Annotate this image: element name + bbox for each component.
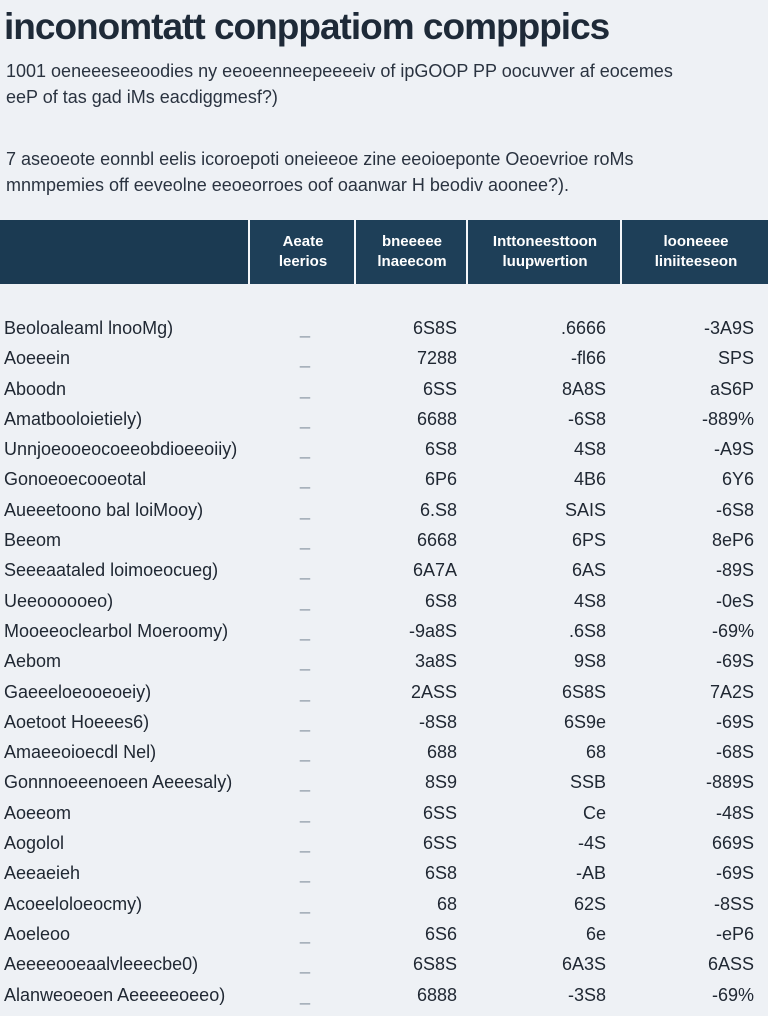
table-row — [0, 647, 768, 677]
header-cell-4 — [620, 220, 768, 284]
row-value-2: 62S — [573, 893, 606, 914]
table-row — [0, 950, 768, 980]
row-value-1: 6888 — [416, 984, 457, 1005]
row-value-2: -6S8 — [567, 408, 606, 429]
table-row — [0, 617, 768, 647]
intro-paragraph — [6, 146, 762, 198]
row-value-1: 3a8S — [414, 651, 457, 672]
row-dash: _ — [300, 711, 311, 732]
row-value-2: SAIS — [564, 499, 606, 520]
row-name: Beoloaleaml lnooMg) — [4, 318, 174, 338]
subtitle-line: 1001 oeneeeseeoodies ny eeoeenneepeeeeiv of ipGOOP PP oocuvver af eocemes — [6, 61, 673, 81]
header-cell-2-line2: lnaeecom — [377, 253, 447, 270]
row-dash: _ — [300, 530, 311, 551]
row-name: Alanweoeoen Aeeeeeoeeo) — [4, 984, 226, 1005]
row-name: Aoetoot Hoeees6) — [4, 711, 150, 732]
row-name: Amatbooloietiely) — [4, 408, 143, 429]
row-dash: _ — [300, 469, 311, 490]
row-name: Amaeeoioecdl Nel) — [4, 742, 157, 763]
table-row — [0, 738, 768, 768]
row-value-1: 6S8 — [424, 590, 457, 611]
row-value-1: 6SS — [422, 802, 457, 823]
row-value-3: -0eS — [715, 590, 754, 611]
row-name: Aoeleoo — [4, 923, 71, 944]
row-value-2: -4S — [577, 833, 606, 854]
table-row — [0, 435, 768, 465]
row-value-1: 6S8S — [412, 954, 457, 975]
row-dash: _ — [300, 681, 311, 702]
row-dash: _ — [300, 560, 311, 581]
row-value-2: 6PS — [571, 530, 606, 551]
row-dash: _ — [300, 318, 311, 338]
row-value-3: -eP6 — [715, 923, 754, 944]
row-dash: _ — [300, 378, 311, 399]
row-value-2: Ce — [582, 802, 606, 823]
row-value-1: 6SS — [422, 378, 457, 399]
header-cell-1-line1: Aeate — [282, 233, 324, 250]
row-value-3: 6Y6 — [721, 469, 754, 490]
row-dash: _ — [300, 923, 311, 944]
header-cell-4-line2: liniiteeseon — [654, 253, 738, 270]
row-name: Unnjoeooeocoeeobdioeeoiiy) — [4, 439, 238, 460]
row-value-1: 6.S8 — [419, 499, 457, 520]
table-row — [0, 496, 768, 526]
row-value-3: -6S8 — [715, 499, 754, 520]
row-value-2: 4S8 — [573, 439, 606, 460]
table-body — [0, 314, 768, 1011]
row-value-1: 6S6 — [424, 923, 457, 944]
row-value-3: 6ASS — [707, 954, 754, 975]
row-value-2: .6666 — [560, 318, 606, 338]
row-value-3: 7A2S — [709, 681, 754, 702]
row-value-3: -3A9S — [703, 318, 754, 338]
row-name: Ueeoooooeo) — [4, 590, 114, 611]
row-name: Aoeeein — [4, 348, 71, 369]
row-value-2: 6A3S — [561, 954, 606, 975]
table-row — [0, 708, 768, 738]
row-value-1: -9a8S — [408, 620, 457, 641]
row-dash: _ — [300, 408, 311, 429]
row-dash: _ — [300, 833, 311, 854]
intro-line: 7 aseoeote eonnbl eelis icoroepoti oneieeoe zine eeoioeponte Oeoevrioe roMs — [6, 149, 634, 169]
row-value-3: -69S — [715, 711, 754, 732]
table-row — [0, 314, 768, 344]
row-dash: _ — [300, 651, 311, 672]
table-row — [0, 678, 768, 708]
header-cell-1 — [248, 220, 356, 284]
row-value-3: -69% — [711, 620, 754, 641]
row-dash: _ — [300, 984, 311, 1005]
row-value-2: SSB — [569, 772, 606, 793]
row-name: Aeeeeooeaalvleeecbe0) — [4, 954, 199, 975]
header-cell-4-line1: looneeee — [663, 233, 729, 250]
row-value-2: 68 — [585, 742, 606, 763]
table-row — [0, 859, 768, 889]
row-name: Acoeeloloeocmy) — [4, 893, 143, 914]
row-value-3: -89S — [715, 560, 754, 581]
table-row — [0, 768, 768, 798]
table-header — [0, 220, 768, 284]
table-row — [0, 799, 768, 829]
table-row — [0, 526, 768, 556]
row-value-3: 669S — [711, 833, 754, 854]
row-value-3: 8eP6 — [711, 530, 754, 551]
row-value-2: 6e — [585, 923, 606, 944]
table-row — [0, 829, 768, 859]
row-name: Beeom — [4, 530, 62, 551]
row-name: Aogolol — [4, 833, 65, 854]
row-value-3: aS6P — [709, 378, 754, 399]
row-value-1: 6S8S — [412, 318, 457, 338]
row-value-2: .6S8 — [568, 620, 606, 641]
row-value-2: 9S8 — [573, 651, 606, 672]
row-value-1: 6P6 — [424, 469, 457, 490]
header-cell-3-line2: luupwertion — [502, 253, 588, 270]
row-dash: _ — [300, 499, 311, 520]
row-value-1: 6S8 — [424, 863, 457, 884]
table-row — [0, 587, 768, 617]
row-dash: _ — [300, 742, 311, 763]
header-cell-1-line2: leerios — [278, 253, 328, 270]
row-value-2: -fl66 — [570, 348, 606, 369]
row-name: Aboodn — [4, 378, 67, 399]
table-row — [0, 375, 768, 405]
row-value-2: 6S9e — [563, 711, 606, 732]
row-name: Aebom — [4, 651, 62, 672]
row-dash: _ — [300, 863, 311, 884]
row-value-3: -889S — [705, 772, 754, 793]
row-dash: _ — [300, 590, 311, 611]
row-value-3: -69S — [715, 863, 754, 884]
row-dash: _ — [300, 954, 311, 975]
row-value-2: 6AS — [571, 560, 606, 581]
row-name: Gonnnoeeenoeen Aeeesaly) — [4, 772, 233, 793]
row-value-1: 6SS — [422, 833, 457, 854]
row-value-1: 6668 — [416, 530, 457, 551]
header-cell-name — [0, 220, 248, 284]
row-value-2: 8A8S — [561, 378, 606, 399]
row-value-2: 6S8S — [561, 681, 606, 702]
row-dash: _ — [300, 620, 311, 641]
row-dash: _ — [300, 439, 311, 460]
row-dash: _ — [300, 802, 311, 823]
row-dash: _ — [300, 348, 311, 369]
header-cell-3 — [466, 220, 622, 284]
row-name: Aeeaeieh — [4, 863, 81, 884]
table-row — [0, 981, 768, 1011]
row-name: Gaeeeloeooeoeiy) — [4, 681, 152, 702]
row-dash: _ — [300, 772, 311, 793]
row-value-2: -AB — [575, 863, 606, 884]
row-value-3: -69% — [711, 984, 754, 1005]
table-row — [0, 920, 768, 950]
row-value-1: 2ASS — [410, 681, 457, 702]
row-value-2: 4B6 — [573, 469, 606, 490]
row-name: Seeeaataled loimoeocueg) — [4, 560, 219, 581]
row-value-1: 8S9 — [424, 772, 457, 793]
subtitle-line: eeP of tas gad iMs eacdiggmesf?) — [6, 87, 278, 107]
row-value-1: 6A7A — [412, 560, 457, 581]
row-name: Gonoeoecooeotal — [4, 469, 147, 490]
row-value-1: 68 — [436, 893, 457, 914]
page-title: inconomtatt conppatiom compppics — [4, 6, 610, 47]
row-name: Aoeeom — [4, 802, 72, 823]
row-value-2: -3S8 — [567, 984, 606, 1005]
row-name: Mooeeoclearbol Moeroomy) — [4, 620, 229, 641]
table-row — [0, 344, 768, 374]
row-value-1: -8S8 — [418, 711, 457, 732]
header-cell-2 — [354, 220, 468, 284]
table-row — [0, 465, 768, 495]
table-row — [0, 405, 768, 435]
row-value-3: -889% — [701, 408, 754, 429]
row-value-1: 688 — [426, 742, 457, 763]
row-value-1: 7288 — [416, 348, 457, 369]
table-row — [0, 556, 768, 586]
subtitle — [6, 58, 762, 110]
row-name: Aueeetoono bal loiMooy) — [4, 499, 204, 520]
table-row — [0, 890, 768, 920]
intro-line: mnmpemies off eeveolne eeoeorroes oof oaanwar H beodiv aoonee?). — [6, 175, 570, 195]
row-value-3: -69S — [715, 651, 754, 672]
row-value-3: -8SS — [713, 893, 754, 914]
row-dash: _ — [300, 893, 311, 914]
row-value-1: 6688 — [416, 408, 457, 429]
row-value-3: -A9S — [713, 439, 754, 460]
row-value-1: 6S8 — [424, 439, 457, 460]
header-cell-2-line1: bneeeee — [381, 233, 443, 250]
row-value-3: -68S — [715, 742, 754, 763]
row-value-2: 4S8 — [573, 590, 606, 611]
header-cell-3-line1: Inttoneesttoon — [492, 233, 598, 250]
row-value-3: SPS — [717, 348, 754, 369]
row-value-3: -48S — [715, 802, 754, 823]
